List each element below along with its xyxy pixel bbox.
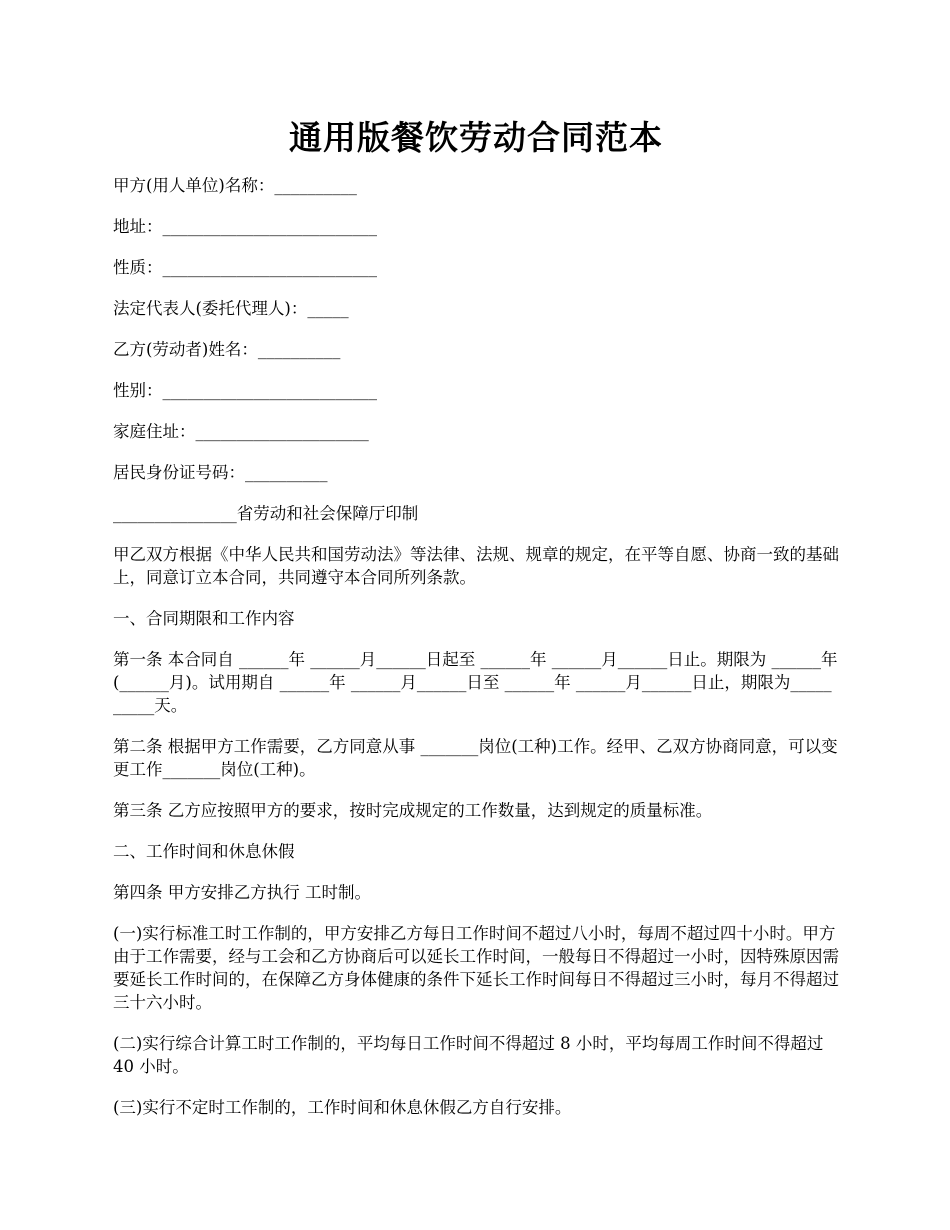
document-page	[113, 112, 839, 1137]
printed-by-line: _______________省劳动和社会保障厅印制	[113, 504, 419, 523]
article-1: 第一条 本合同自 ______年 ______月______日起至 ______年 ______月______日止。期限为 ______年(______月)。试用期自 ______年 ______月______日至 ______年 ______月______日止，期限为__________天。	[113, 650, 838, 715]
home-address-field: 家庭住址：_____________________	[113, 422, 369, 441]
article-3: 第三条 乙方应按照甲方的要求，按时完成规定的工作数量，达到规定的质量标准。	[113, 801, 713, 820]
nature-field: 性质：__________________________	[113, 258, 377, 277]
legal-representative-field: 法定代表人(委托代理人)：_____	[113, 299, 349, 318]
article-2: 第二条 根据甲方工作需要，乙方同意从事 _______岗位(工种)工作。经甲、乙双方协商同意，可以变更工作_______岗位(工种)。	[113, 737, 838, 779]
article-4: 第四条 甲方安排乙方执行 工时制。	[113, 883, 371, 902]
gender-field: 性别：__________________________	[113, 381, 377, 400]
section-2-heading: 二、工作时间和休息休假	[113, 842, 295, 861]
document-title: 通用版餐饮劳动合同范本	[289, 118, 663, 157]
employee-name-field: 乙方(劳动者)姓名：__________	[113, 340, 341, 359]
article-4-item-1: (一)实行标准工时工作制的，甲方安排乙方每日工作时间不超过八小时，每周不超过四十小时。甲方由于工作需要，经与工会和乙方协商后可以延长工作时间，一般每日不得超过一小时，因特殊原因需要延长工作时间的，在保障乙方身体健康的条件下延长工作时间每日不得超过三小时，每月不得超过三十六小时。	[113, 924, 839, 1012]
address-field: 地址：__________________________	[113, 217, 377, 236]
preamble-paragraph: 甲乙双方根据《中华人民共和国劳动法》等法律、法规、规章的规定，在平等自愿、协商一致的基础上，同意订立本合同，共同遵守本合同所列条款。	[113, 545, 839, 587]
article-4-item-3: (三)实行不定时工作制的，工作时间和休息休假乙方自行安排。	[113, 1098, 572, 1117]
id-number-field: 居民身份证号码：__________	[113, 463, 328, 482]
employer-name-field: 甲方(用人单位)名称：__________	[113, 176, 357, 195]
article-4-item-2: (二)实行综合计算工时工作制的，平均每日工作时间不得超过 8 小时，平均每周工作时间不得超过 40 小时。	[113, 1034, 829, 1076]
section-1-heading: 一、合同期限和工作内容	[113, 609, 295, 628]
